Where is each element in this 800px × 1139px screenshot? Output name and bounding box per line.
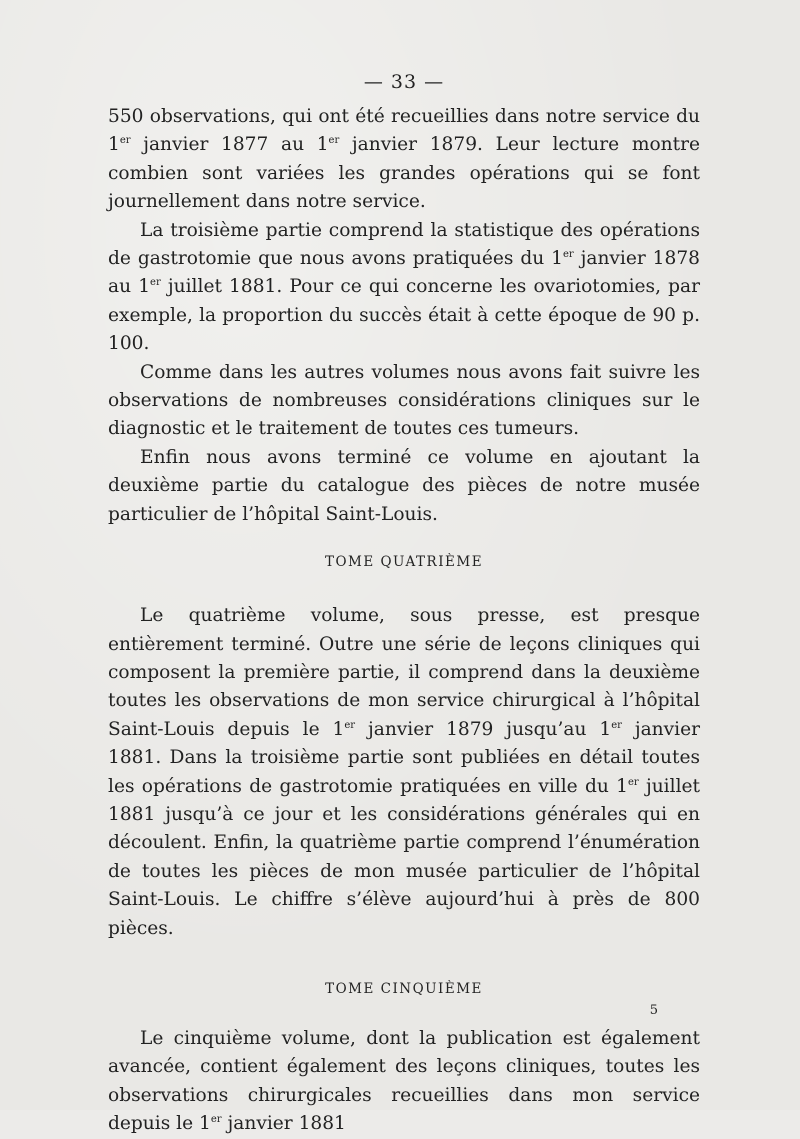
ordinal-superscript: er bbox=[210, 1114, 222, 1125]
paragraph-tome4: Le quatrième volume, sous presse, est presque entièrement terminé. Outre une série de leçons cliniques qui composent la première partie, il comprend dans la deuxième toutes les observations de mon service chirurgical à l’hôpital Saint-Louis depuis le 1er janvier 1879 jusqu’au 1er janvier 1881. Dans la troisième partie sont publiées en détail toutes les opérations de gastrotomie pratiquées en ville du 1er juillet 1881 jusqu’à ce jour et les considérations générales qui en découlent. Enfin, la quatrième partie comprend l’énumération de toutes les pièces de mon musée particulier de l’hôpital Saint-Louis. Le chiffre s’élève aujourd’hui à près de 800 pièces. bbox=[108, 605, 700, 939]
paragraph-tome5: Le cinquième volume, dont la publication est également avancée, contient également des leçons cliniques, toutes les observations chirurgicales recueillies dans mon service depuis le 1er janvier 1881 bbox=[108, 1027, 700, 1135]
heading-tome-cinquieme: TOME CINQUIÈME bbox=[325, 980, 483, 997]
paragraph-intro: 550 observations, qui ont été recueillies dans notre service du 1er janvier 1877 au 1er janvier 1879. Leur lecture montre combien sont variées les grandes opérations qui se font journellement dans notre service. bbox=[108, 106, 700, 213]
ordinal-superscript: er bbox=[611, 719, 622, 731]
ordinal-superscript: er bbox=[119, 135, 131, 147]
page-content bbox=[108, 68, 700, 1139]
ordinal-superscript: er bbox=[627, 776, 639, 788]
ordinal-superscript: er bbox=[562, 248, 574, 260]
printer-signature: 5 bbox=[649, 1003, 658, 1018]
paragraph-considerations: Comme dans les autres volumes nous avons fait suivre les observations de nombreuses considérations cliniques sur le diagnostic et le traitement de toutes ces tumeurs. bbox=[108, 361, 700, 440]
paragraph-catalogue: Enfin nous avons terminé ce volume en ajoutant la deuxième partie du catalogue des pièces de notre musée particulier de l’hôpital Saint-Louis. bbox=[108, 446, 700, 525]
ordinal-superscript: er bbox=[150, 277, 161, 289]
ordinal-superscript: er bbox=[328, 135, 340, 147]
heading-tome-quatrieme: TOME QUATRIÈME bbox=[324, 554, 484, 571]
page-number: — 33 — bbox=[363, 71, 445, 93]
paragraph-third-part: La troisième partie comprend la statistique des opérations de gastrotomie que nous avons pratiquées du 1er janvier 1878 au 1er juillet 1881. Pour ce qui concerne les ovariotomies, par exemple, la proportion du succès était à cette époque de 90 p. 100. bbox=[108, 219, 700, 355]
ordinal-superscript: er bbox=[344, 719, 356, 731]
